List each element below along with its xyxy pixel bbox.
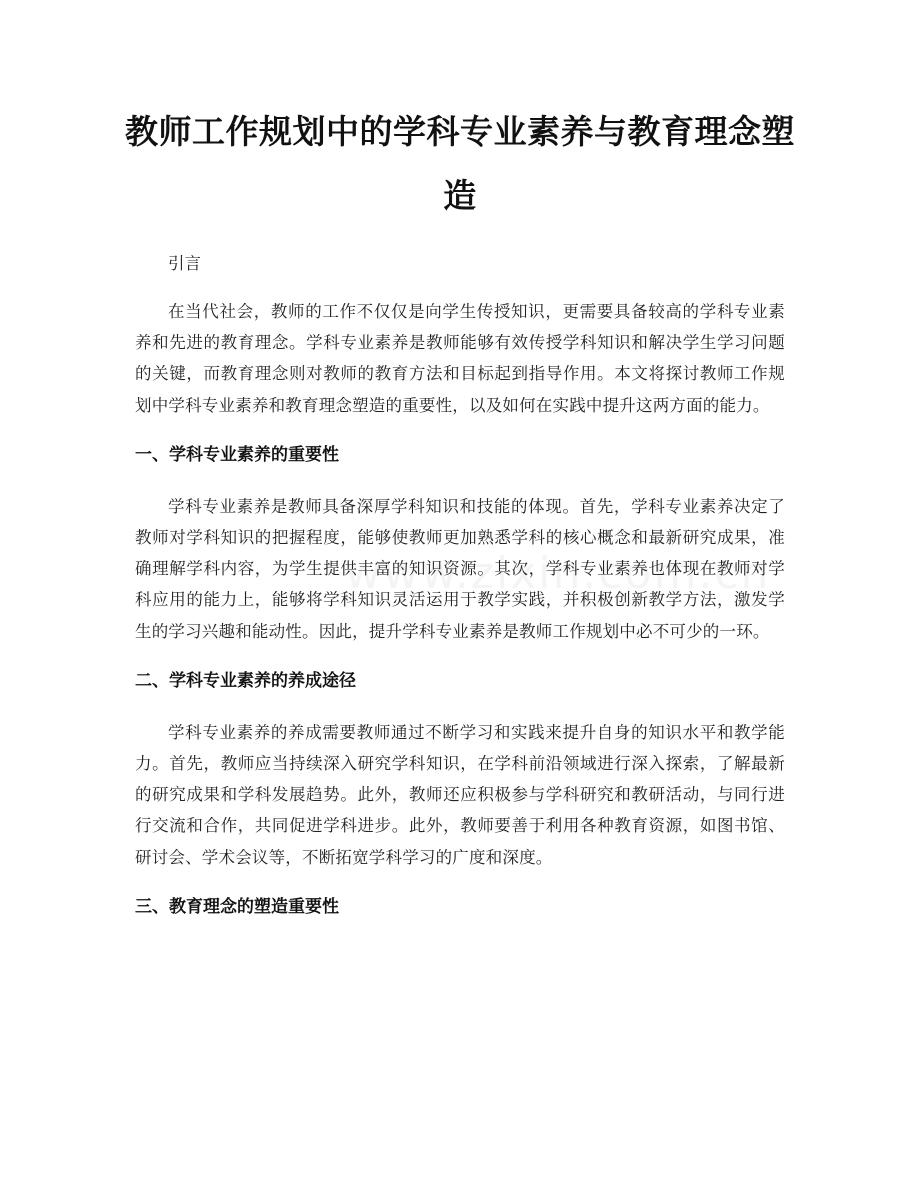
intro-label: 引言 [168, 254, 201, 273]
section-heading-2: 二、学科专业素养的养成途径 [135, 670, 356, 691]
document-body [135, 248, 785, 943]
intro-paragraph: 在当代社会，教师的工作不仅仅是向学生传授知识，更需要具备较高的学科专业素养和先进的教育理念。学科专业素养是教师能够有效传授学科知识和解决学生学习问题的关键，而教育理念则对教师的教育方法和目标起到指导作用。本文将探讨教师工作规划中学科专业素养和教育理念塑造的重要性，以及如何在实践中提升这两方面的能力。 [135, 302, 785, 415]
section-heading-3: 三、教育理念的塑造重要性 [135, 896, 339, 917]
document-title: 教师工作规划中的学科专业素养与教育理念塑造 [125, 112, 795, 215]
section-paragraph-2: 学科专业素养的养成需要教师通过不断学习和实践来提升自身的知识水平和教学能力。首先，教师应当持续深入研究学科知识，在学科前沿领域进行深入探索，了解最新的研究成果和学科发展趋势。此外，教师还应积极参与学科研究和教研活动，与同行进行交流和合作，共同促进学科进步。此外，教师要善于利用各种教育资源，如图书馆、研讨会、学术会议等，不断拓宽学科学习的广度和深度。 [135, 722, 785, 867]
section-paragraph-1: 学科专业素养是教师具备深厚学科知识和技能的体现。首先，学科专业素养决定了教师对学科知识的把握程度，能够使教师更加熟悉学科的核心概念和最新研究成果，准确理解学科内容，为学生提供丰富的知识资源。其次，学科专业素养也体现在教师对学科应用的能力上，能够将学科知识灵活运用于教学实践，并积极创新教学方法，激发学生的学习兴趣和能动性。因此，提升学科专业素养是教师工作规划中必不可少的一环。 [135, 496, 785, 641]
section-heading-1: 一、学科专业素养的重要性 [135, 444, 339, 465]
